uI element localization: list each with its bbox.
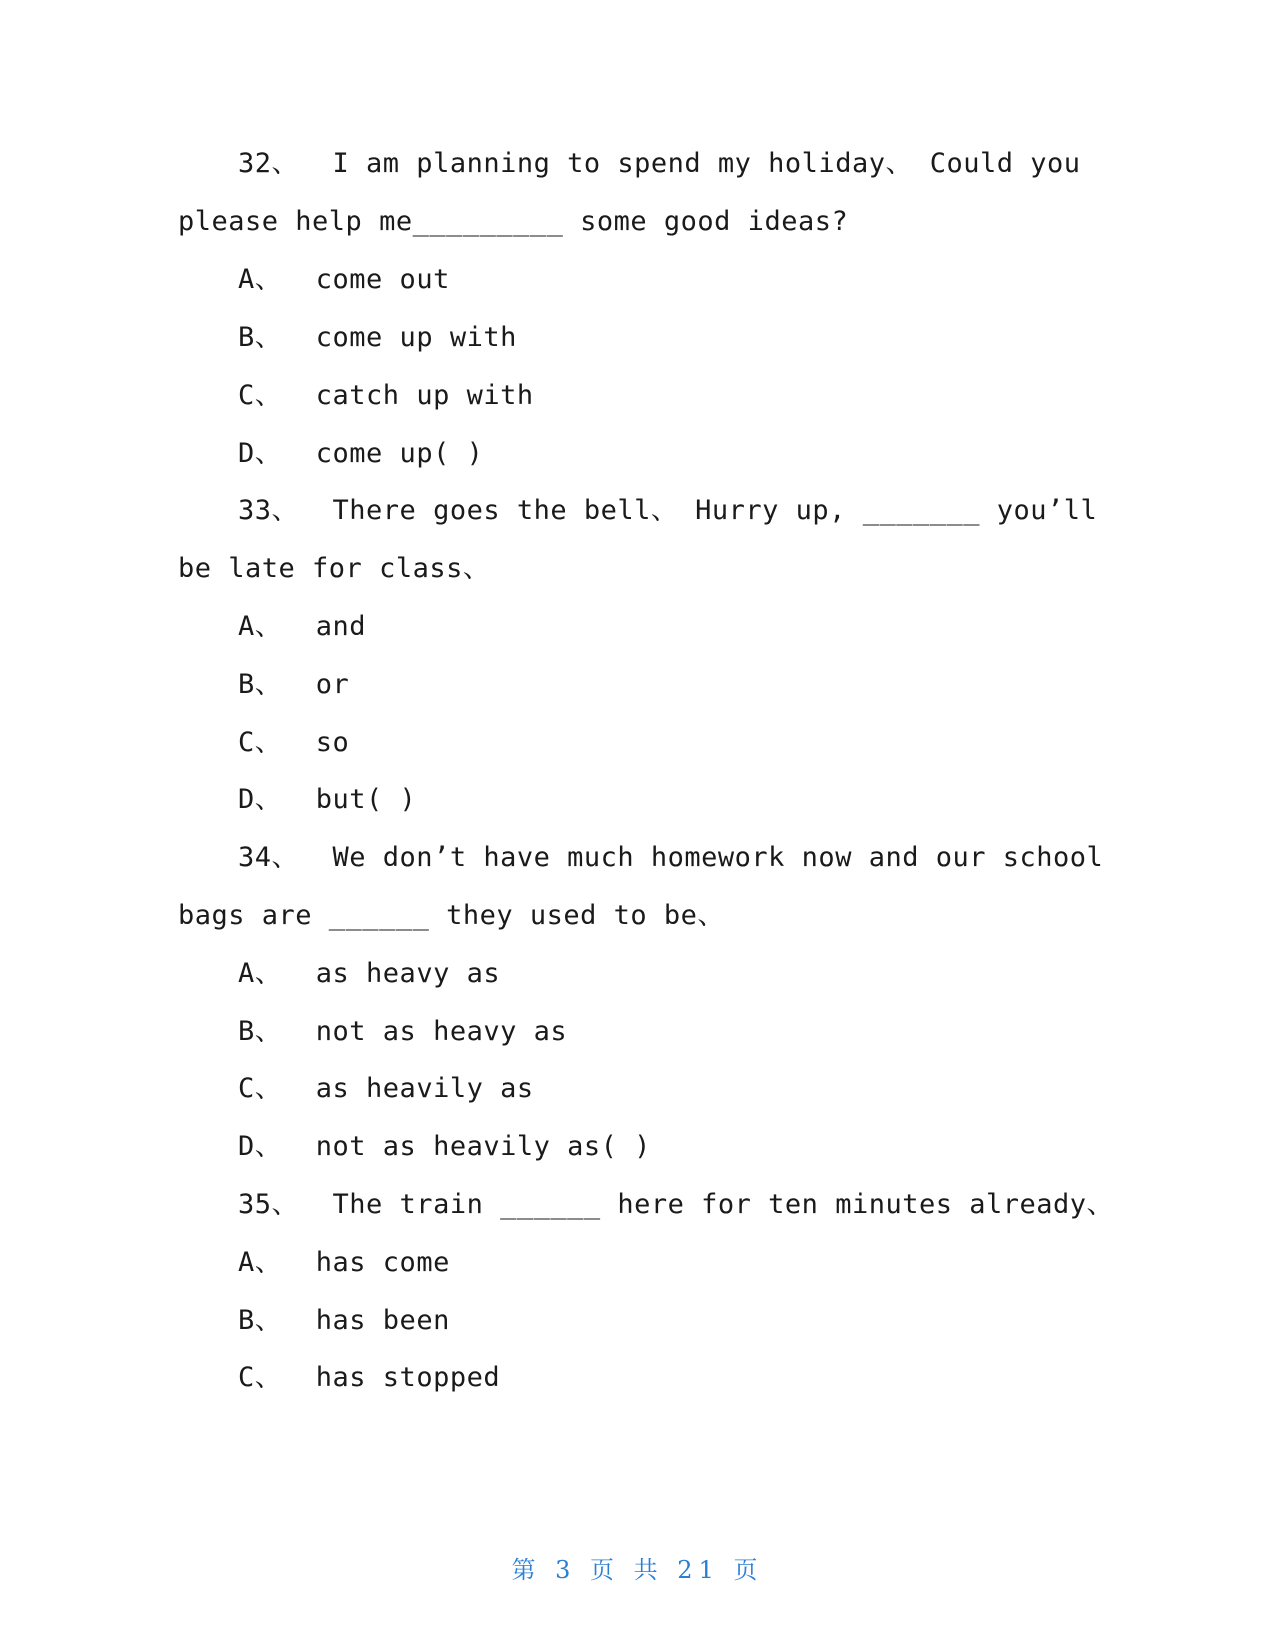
option-text: or xyxy=(315,669,350,700)
option-c xyxy=(238,727,349,759)
option-letter: A、 xyxy=(238,1247,283,1278)
question-35-line1 xyxy=(238,1189,1114,1221)
option-a xyxy=(238,264,450,296)
option-letter: C、 xyxy=(238,1073,283,1104)
option-text: has been xyxy=(315,1305,450,1336)
question-33-line1 xyxy=(238,495,1097,527)
option-c xyxy=(238,380,534,412)
option-letter: B、 xyxy=(238,1016,283,1047)
question-stem-continued: please help me_________ some good ideas? xyxy=(178,206,849,237)
option-text: but( ) xyxy=(315,784,417,815)
option-text: so xyxy=(315,727,350,758)
option-a xyxy=(238,1247,450,1279)
question-number: 32、 xyxy=(238,148,300,179)
option-a xyxy=(238,611,366,643)
option-letter: C、 xyxy=(238,1362,283,1393)
option-letter: D、 xyxy=(238,438,283,469)
question-number: 34、 xyxy=(238,842,300,873)
option-c xyxy=(238,1362,500,1394)
option-text: come up( ) xyxy=(315,438,484,469)
option-d xyxy=(238,784,416,816)
question-stem: There goes the bell、 Hurry up, _______ you’ll xyxy=(332,495,1098,526)
option-text: catch up with xyxy=(315,380,534,411)
option-text: has stopped xyxy=(315,1362,501,1393)
option-b xyxy=(238,322,517,354)
option-text: come up with xyxy=(315,322,517,353)
option-d xyxy=(238,438,483,470)
option-d xyxy=(238,1131,651,1163)
question-stem: I am planning to spend my holiday、 Could you xyxy=(332,148,1081,179)
option-b xyxy=(238,1016,567,1048)
option-text: not as heavily as( ) xyxy=(315,1131,651,1162)
option-text: and xyxy=(315,611,367,642)
question-number: 33、 xyxy=(238,495,300,526)
option-letter: A、 xyxy=(238,611,283,642)
page-number-footer: 第 3 页 共 21 页 xyxy=(511,1556,764,1584)
question-stem-continued: be late for class、 xyxy=(178,553,491,584)
option-b xyxy=(238,1305,450,1337)
option-letter: D、 xyxy=(238,1131,283,1162)
question-stem-continued: bags are ______ they used to be、 xyxy=(178,900,725,931)
option-text: not as heavy as xyxy=(315,1016,568,1047)
question-34-line1 xyxy=(238,842,1103,874)
option-letter: B、 xyxy=(238,322,283,353)
option-letter: C、 xyxy=(238,380,283,411)
option-text: as heavily as xyxy=(315,1073,534,1104)
option-c xyxy=(238,1073,534,1105)
option-letter: B、 xyxy=(238,1305,283,1336)
option-text: as heavy as xyxy=(315,958,501,989)
question-stem: We don’t have much homework now and our school xyxy=(332,842,1104,873)
option-text: come out xyxy=(315,264,450,295)
question-stem: The train ______ here for ten minutes already、 xyxy=(332,1189,1115,1220)
option-letter: A、 xyxy=(238,958,283,989)
option-a xyxy=(238,958,500,990)
option-letter: D、 xyxy=(238,784,283,815)
option-b xyxy=(238,669,349,701)
option-text: has come xyxy=(315,1247,450,1278)
option-letter: A、 xyxy=(238,264,283,295)
option-letter: C、 xyxy=(238,727,283,758)
question-number: 35、 xyxy=(238,1189,300,1220)
option-letter: B、 xyxy=(238,669,283,700)
question-32-line1 xyxy=(238,148,1081,180)
